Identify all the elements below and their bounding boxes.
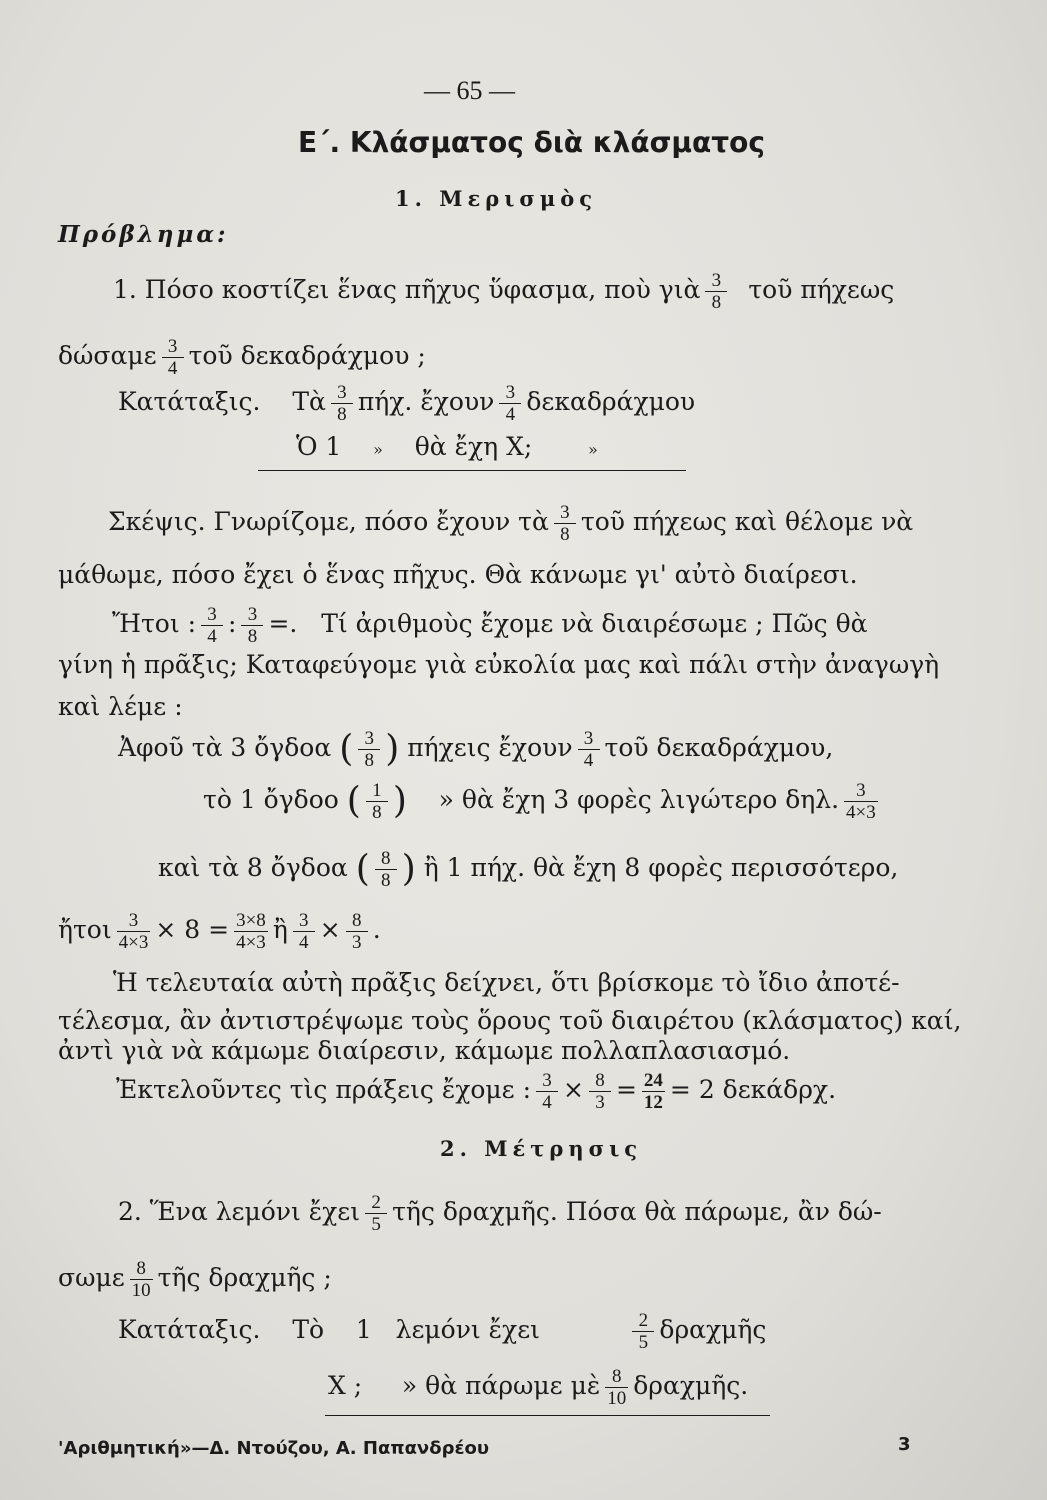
problem-1-line-2: δώσαμε $\frac{3}{4}$ τοῦ δεκαδράχμου ; bbox=[58, 336, 426, 379]
fraction: $\frac{3}{8}$ bbox=[705, 270, 727, 313]
htoi-equation-line: ἤτοι $\frac{3}{4\times 3}$ × 8 = $\frac{3\times 8}{4\times 3}$ ἢ $\frac{3}{4}$ × $\frac{8}{3}$ . bbox=[58, 910, 381, 953]
fraction: $\frac{3}{4}$ bbox=[536, 1070, 558, 1113]
signature-number: 3 bbox=[898, 1434, 911, 1455]
katataxis-2-row-2: Χ ; » θὰ πάρωμε μὲ $\frac{8}{10}$ δραχμῆς. bbox=[328, 1366, 749, 1409]
fraction: $\frac{3}{8}$ bbox=[241, 604, 263, 647]
fraction: $\frac{3}{4}$ bbox=[499, 382, 521, 425]
fraction: $\frac{3\times 8}{4\times 3}$ bbox=[236, 910, 266, 953]
fraction: $\frac{3}{4\times 3}$ bbox=[846, 780, 876, 823]
fraction: $\frac{3}{4}$ bbox=[293, 910, 315, 953]
divider-rule bbox=[258, 470, 686, 471]
katataxis-row-1: Κατάταξις. Τὰ $\frac{3}{8}$ πήχ. ἔχουν $\frac{3}{4}$ δεκαδράχμου bbox=[118, 382, 696, 425]
katataxis-row-2: Ὁ 1 » θὰ ἔχη Χ; » bbox=[296, 432, 598, 461]
ektelountes-line: Ἐκτελοῦντες τὶς πράξεις ἔχομε : $\frac{3}{4}$ × $\frac{8}{3}$ = $\frac{24}{12}$ = 2 δεκάδρχ. bbox=[116, 1070, 837, 1113]
problem-label: Πρόβλημα: bbox=[58, 221, 229, 248]
divider-rule bbox=[325, 1415, 770, 1416]
problem-1-question-text: 1. Πόσο κοστίζει ἕνας πῆχυς ὕφασμα, ποὺ γιὰ bbox=[113, 275, 701, 304]
chapter-title: Ε΄. Κλάσματος διὰ κλάσματος bbox=[298, 126, 765, 159]
teleutaia-line-1: Ἡ τελευταία αὐτὴ πρᾶξις δείχνει, ὅτι βρίσκομε τὸ ἴδιο ἀποτέ- bbox=[113, 968, 900, 997]
teleutaia-line-3: ἀντὶ γιὰ νὰ κάμωμε διαίρεσιν, κάμωμε πολλαπλασιασμό. bbox=[58, 1036, 791, 1065]
problem-2-line-2: σωμε $\frac{8}{10}$ τῆς δραχμῆς ; bbox=[58, 1258, 332, 1301]
footer-credit: 'Αριθμητική»—Δ. Ντούζου, Α. Παπανδρέου bbox=[58, 1438, 489, 1459]
skepsis-line-1: Σκέψις. Γνωρίζομε, πόσο ἔχουν τὰ $\frac{3}{8}$ τοῦ πήχεως καὶ θέλομε νὰ bbox=[108, 502, 914, 545]
afou-line: Ἀφοῦ τὰ 3 ὄγδοα ( $\frac{3}{8}$ ) πήχεις ἔχουν $\frac{3}{4}$ τοῦ δεκαδράχμου, bbox=[118, 728, 834, 771]
skepsis-line-2: μάθωμε, πόσο ἔχει ὁ ἕνας πῆχυς. Θὰ κάνωμε γι' αὐτὸ διαίρεσι. bbox=[58, 560, 858, 589]
fraction: $\frac{3}{8}$ bbox=[358, 728, 380, 771]
itoi-line: Ἤτοι : $\frac{3}{4}$ : $\frac{3}{8}$ =. Τί ἀριθμοὺς ἔχομε νὰ διαιρέσωμε ; Πῶς θὰ bbox=[112, 604, 868, 647]
katataxis-2-row-1: Κατάταξις. Τὸ 1 λεμόνι ἔχει $\frac{2}{5}$ δραχμῆς bbox=[118, 1310, 767, 1353]
teleutaia-line-2: τέλεσμα, ἂν ἀντιστρέψωμε τοὺς ὅρους τοῦ διαιρέτου (κλάσματος) καί, bbox=[58, 1006, 962, 1035]
fraction: $\frac{2}{5}$ bbox=[365, 1192, 387, 1235]
fraction: $\frac{3}{4\times 3}$ bbox=[118, 910, 149, 953]
section-heading-merismos: 1. Μερισμὸς bbox=[395, 186, 598, 211]
fraction: $\frac{8}{10}$ bbox=[607, 1366, 627, 1409]
problem-1-line-1: 1. Πόσο κοστίζει ἕνας πῆχυς ὕφασμα, ποὺ γιὰ $\frac{3}{8}$ τοῦ πήχεως bbox=[113, 270, 895, 313]
okto-ogdoa-line: καὶ τὰ 8 ὄγδοα ( $\frac{8}{8}$ ) ἢ 1 πήχ. θὰ ἔχη 8 φορὲς περισσότερο, bbox=[158, 848, 899, 891]
fraction: $\frac{1}{8}$ bbox=[366, 780, 388, 823]
section-heading-metrisis: 2. Μέτρησις bbox=[440, 1136, 643, 1161]
fraction: $\frac{3}{8}$ bbox=[331, 382, 353, 425]
line-ginei: γίνη ἡ πρᾶξις; Καταφεύγομε γιὰ εὐκολία μας καὶ πάλι στὴν ἀναγωγὴ bbox=[58, 650, 940, 679]
fraction: $\frac{2}{5}$ bbox=[632, 1310, 654, 1353]
fraction: $\frac{8}{8}$ bbox=[375, 848, 397, 891]
fraction: $\frac{8}{3}$ bbox=[589, 1070, 611, 1113]
fraction: $\frac{8}{10}$ bbox=[131, 1258, 151, 1301]
line-leme: καὶ λέμε : bbox=[58, 692, 183, 721]
fraction: $\frac{3}{4}$ bbox=[162, 336, 184, 379]
katataxis-label: Κατάταξις. bbox=[118, 387, 261, 416]
fraction: $\frac{8}{3}$ bbox=[346, 910, 368, 953]
fraction: $\frac{3}{4}$ bbox=[578, 728, 600, 771]
page-number: — 65 — bbox=[424, 76, 515, 105]
fraction: $\frac{3}{4}$ bbox=[201, 604, 223, 647]
ena-ogdoo-line: τὸ 1 ὄγδοο ( $\frac{1}{8}$ ) » θὰ ἔχη 3 φορὲς λιγώτερο δηλ. $\frac{3}{4\times 3}$ bbox=[203, 780, 876, 823]
problem-2-line-1: 2. Ἕνα λεμόνι ἔχει $\frac{2}{5}$ τῆς δραχμῆς. Πόσα θὰ πάρωμε, ἂν δώ- bbox=[118, 1192, 882, 1235]
fraction: $\frac{24}{12}$ bbox=[643, 1070, 663, 1113]
fraction: $\frac{3}{8}$ bbox=[554, 502, 576, 545]
